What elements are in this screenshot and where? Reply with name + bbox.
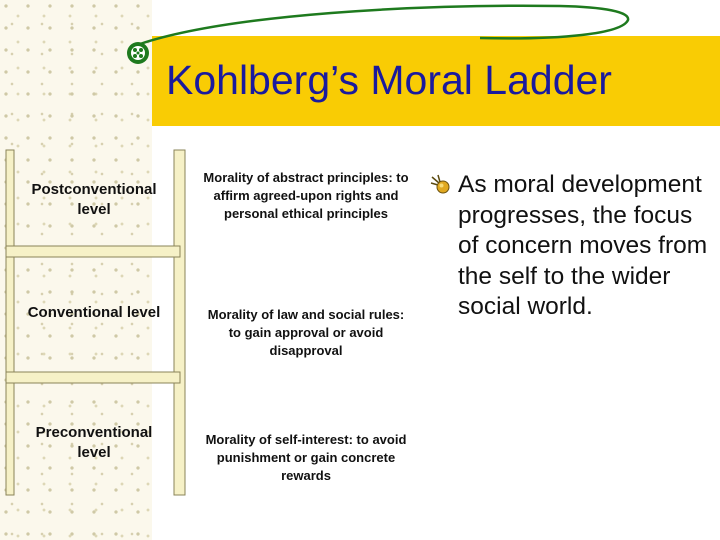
level-label-postconventional: Postconventional level [31, 181, 157, 218]
slide-title: Kohlberg’s Moral Ladder [166, 57, 612, 103]
level-description-conventional: Morality of law and social rules: to gain approval or avoid disapproval [207, 307, 405, 358]
level-label-preconventional: Preconventional level [35, 424, 153, 461]
ladder-rung-lower [6, 372, 180, 383]
level-description-postconventional: Morality of abstract principles: to affirm agreed-upon rights and personal ethical principles [203, 170, 409, 221]
bullet-text: As moral development progresses, the focus of concern moves from the self to the wider social world. [458, 171, 708, 320]
level-description-preconventional: Morality of self-interest: to avoid punishment or gain concrete rewards [205, 432, 407, 483]
ladder-rail-left [6, 150, 14, 495]
ladder-rung-upper [6, 246, 180, 257]
level-label-conventional: Conventional level [27, 304, 161, 321]
gold-bullet-icon [430, 174, 452, 196]
ladder-rail-right [174, 150, 185, 495]
